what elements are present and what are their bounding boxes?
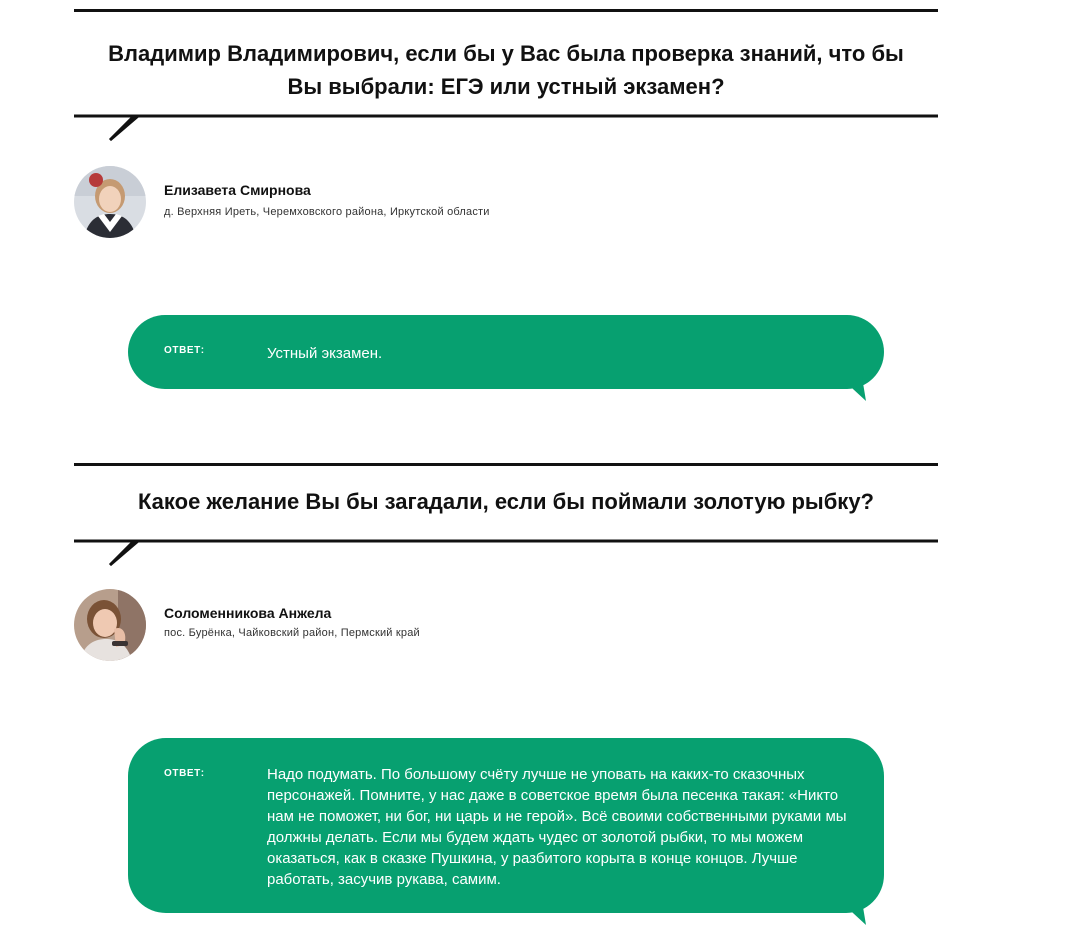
answer-bubble <box>128 738 884 913</box>
question-divider <box>74 9 938 12</box>
answer-text: Надо подумать. По большому счёту лучше не уповать на каких-то сказочных персонажей. Помните, у нас даже в советское время была песенка такая: «Никто нам не поможет, ни бог, ни царь и не герой». Всё своими собственными руками мы должны делать. Если мы будем ждать чудес от золотой рыбки, то мы можем оказаться, как в сказке Пушкина, у разбитого корыта в конце концов. Лучше работать, засучив рукава, самим. <box>267 766 847 888</box>
author-location: д. Верхняя Иреть, Черемховского района, Иркутской области <box>164 206 490 218</box>
question-text: Какое желание Вы бы загадали, если бы поймали золотую рыбку? <box>137 489 874 514</box>
question-speech-tail <box>74 113 938 143</box>
answer-label: ОТВЕТ: <box>164 345 205 356</box>
question-speech-tail <box>74 538 938 568</box>
author-name: Елизавета Смирнова <box>164 182 311 198</box>
answer-speech-tail <box>840 377 870 403</box>
author-location: пос. Бурёнка, Чайковский район, Пермский край <box>164 627 420 639</box>
answer-speech-tail <box>840 901 870 927</box>
question-block <box>74 463 938 573</box>
answer-bubble <box>128 315 884 389</box>
author-name: Соломенникова Анжела <box>164 605 332 621</box>
avatar-photo <box>74 166 146 238</box>
answer-label: ОТВЕТ: <box>164 768 205 779</box>
question-divider <box>74 463 938 466</box>
question-block <box>74 9 938 145</box>
answer-text: Устный экзамен. <box>267 345 383 362</box>
answer-block <box>128 315 884 405</box>
question-text: Владимир Владимирович, если бы у Вас была проверка знаний, что бы Вы выбрали: ЕГЭ или устный экзамен? <box>108 41 904 99</box>
avatar-photo <box>74 589 146 661</box>
avatar <box>74 166 146 238</box>
avatar <box>74 589 146 661</box>
answer-block <box>128 738 884 928</box>
